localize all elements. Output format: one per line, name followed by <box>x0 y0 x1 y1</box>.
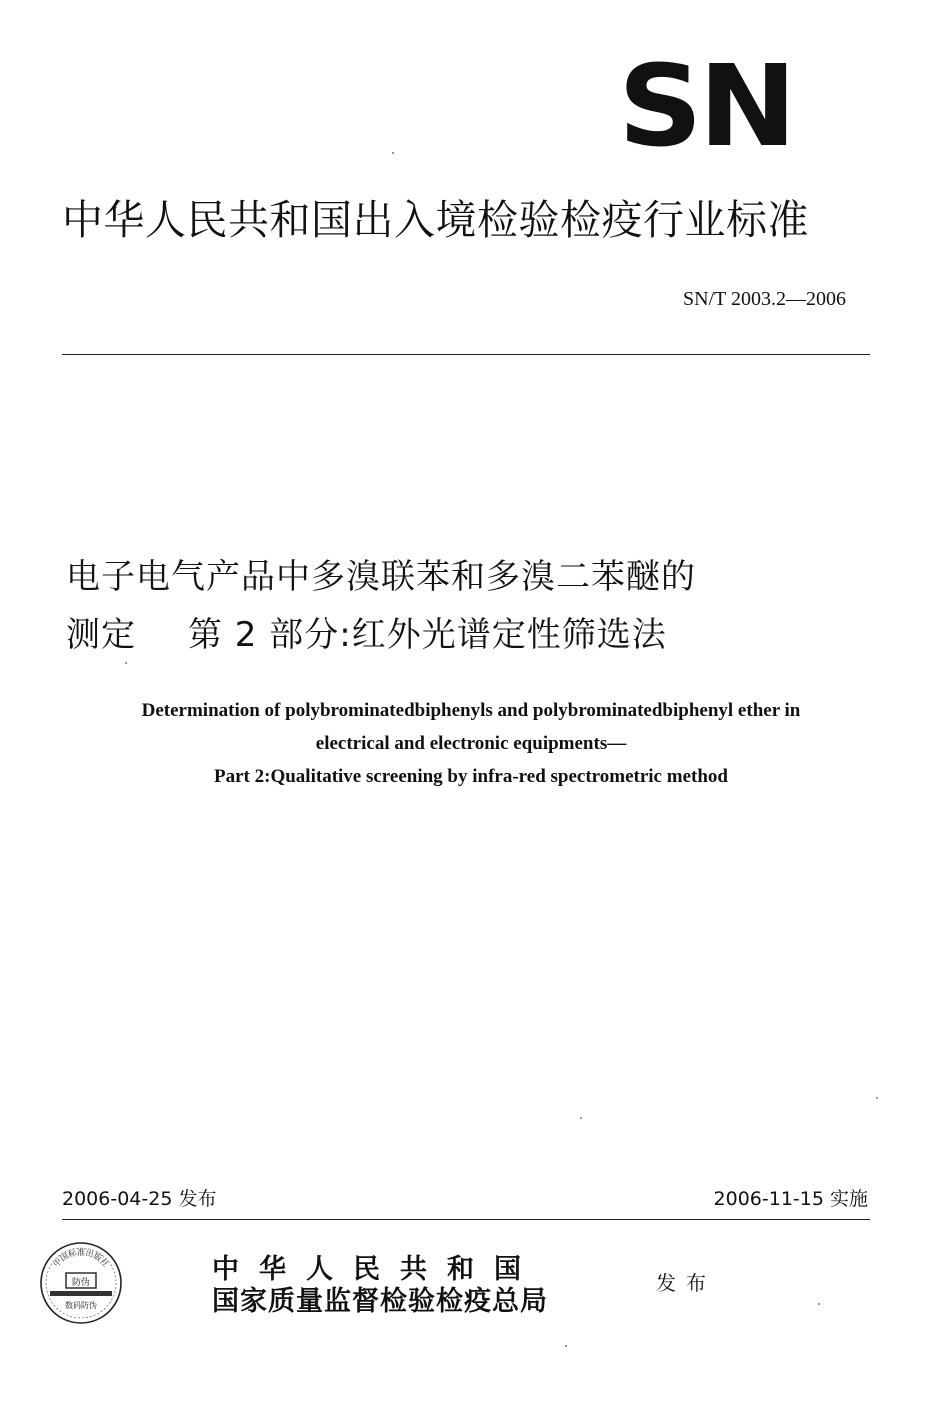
release-date: 2006-04-25 发布 <box>62 1188 217 1210</box>
anti-counterfeit-seal-icon <box>38 1240 124 1326</box>
issuer-line-2: 国家质量监督检验检疫总局 <box>212 1286 548 1317</box>
chinese-title-line-2-part-2: 第 2 部分:红外光谱定性筛选法 <box>188 615 667 655</box>
seal-top-text: 中国标准出版社 <box>51 1248 111 1269</box>
scan-speck <box>565 1345 567 1347</box>
chinese-title-line-2-part-1: 测定 <box>66 615 136 655</box>
english-title <box>40 694 902 793</box>
standard-category: 中华人民共和国出入境检验检疫行业标准 <box>62 196 809 244</box>
standard-number: SN/T 2003.2—2006 <box>683 288 846 310</box>
scan-speck <box>580 1117 582 1119</box>
english-title-line-1: Determination of polybrominatedbiphenyls and polybrominatedbiphenyl ether in <box>141 700 801 721</box>
bottom-divider <box>62 1219 870 1220</box>
scan-speck <box>818 1303 820 1305</box>
sn-logo: SN <box>618 42 793 172</box>
top-divider <box>62 354 870 355</box>
issuing-authority <box>212 1254 548 1318</box>
issued-label: 发布 <box>656 1271 716 1295</box>
scan-speck <box>125 662 127 664</box>
chinese-title-line-1: 电子电气产品中多溴联苯和多溴二苯醚的 <box>66 557 696 597</box>
issuer-line-1: 中华人民共和国 <box>212 1254 541 1285</box>
seal-center-text: 防伪 <box>71 1278 91 1288</box>
effective-date: 2006-11-15 实施 <box>713 1188 868 1210</box>
svg-text:中国标准出版社 <box>51 1247 111 1269</box>
chinese-title-line-2 <box>66 606 886 664</box>
seal-bottom-text: 数码防伪 <box>65 1301 97 1310</box>
scan-speck <box>876 1097 878 1099</box>
scan-speck <box>392 152 394 154</box>
english-title-line-2: electrical and electronic equipments— <box>315 733 627 754</box>
chinese-title <box>66 548 886 664</box>
english-title-line-3: Part 2:Qualitative screening by infra-red spectrometric method <box>214 766 728 787</box>
